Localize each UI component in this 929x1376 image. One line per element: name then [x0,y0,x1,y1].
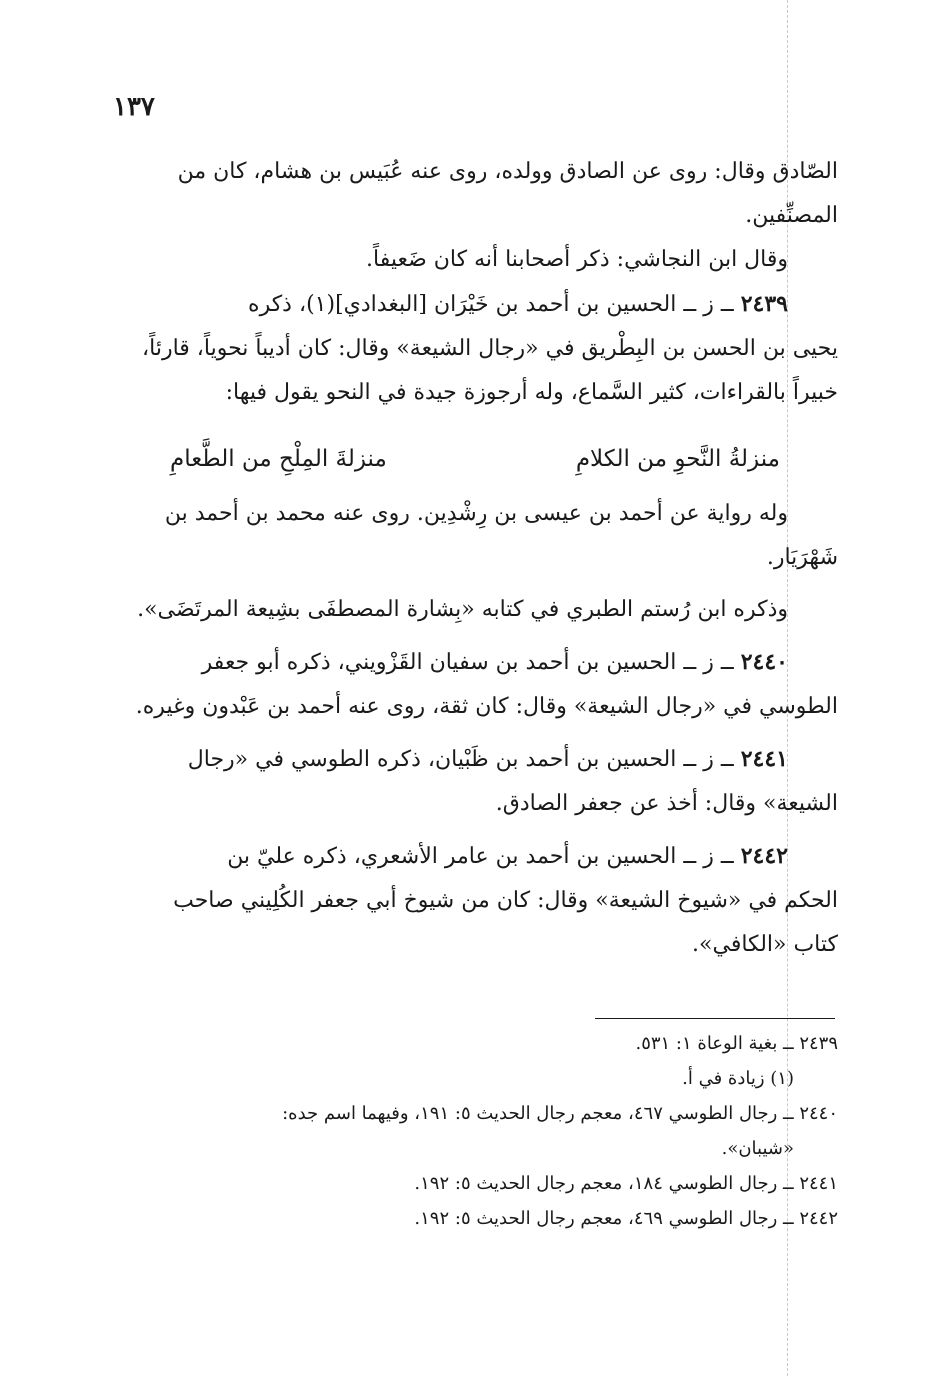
entry-2442-line [112,834,838,879]
entry-2440-line [112,640,838,685]
footnote-line: ٢٤٣٩ ــ بغية الوعاة ١: ٥٣١. [635,1033,838,1054]
entry-text: ــ ز ــ الحسين بن أحمد بن سفيان القَزْويني، ذكره أبو جعفر [201,650,741,675]
body-line: شَهْرَيَار. [766,545,838,570]
footnote-line: (١) زيادة في أ. [682,1068,794,1089]
entry-number: ٢٤٣٩ [740,291,788,317]
body-line: الطوسي في «رجال الشيعة» وقال: كان ثقة، روى عنه أحمد بن عَبْدون وغيره. [135,694,838,719]
entry-2441-line [112,737,838,782]
entry-number: ٢٤٤٢ [740,843,788,869]
verse-first-hemistich: منزلةُ النَّحوِ من الكلامِ [575,446,780,472]
entry-2439-line [112,282,838,327]
footnote-line: ٢٤٤١ ــ رجال الطوسي ١٨٤، معجم رجال الحديث ٥: ١٩٢. [414,1173,838,1194]
entry-text: ــ ز ــ الحسين بن أحمد بن ظَبْيان، ذكره الطوسي في «رجال [187,747,741,772]
footnotes [112,1026,838,1236]
entry-text: ــ ز ــ الحسين بن أحمد بن عامر الأشعري، ذكره عليّ بن [227,844,741,869]
entry-text: ــ ز ــ الحسين بن أحمد بن خَيْرَان [البغدادي](١)، ذكره [248,292,741,317]
body-line: الحكم في «شيوخ الشيعة» وقال: كان من شيوخ أبي جعفر الكُلِيني صاحب [173,888,838,913]
footnote-line: ٢٤٤٠ ــ رجال الطوسي ٤٦٧، معجم رجال الحديث ٥: ١٩١، وفيهما اسم جده: [282,1103,838,1124]
body-line: كتاب «الكافي». [692,932,838,957]
page-number: ١٣٧ [113,92,155,122]
entry-number: ٢٤٤٠ [740,649,788,675]
entry-number: ٢٤٤١ [740,746,788,772]
body-line: المصنِّفين. [745,203,838,228]
body-line: وقال ابن النجاشي: ذكر أصحابنا أنه كان ضَعيفاً. [366,247,788,272]
body-text-bottom [112,492,838,967]
footnote-divider [595,1018,835,1019]
footnote-line: «شيبان». [721,1138,794,1159]
footnote-line: ٢٤٤٢ ــ رجال الطوسي ٤٦٩، معجم رجال الحديث ٥: ١٩٢. [414,1208,838,1229]
body-line: وذكره ابن رُستم الطبري في كتابه «بِشارة المصطفَى بشِيعة المرتَضَى». [137,597,788,622]
poem-verse [170,437,780,481]
body-line: وله رواية عن أحمد بن عيسى بن رِشْدِين. روى عنه محمد بن أحمد بن [164,501,788,526]
body-line: الشيعة» وقال: أخذ عن جعفر الصادق. [495,791,838,816]
body-line: الصّادق وقال: روى عن الصادق وولده، روى عنه عُبَيس بن هشام، كان من [177,159,838,184]
body-line: يحيى بن الحسن بن البِطْريق في «رجال الشيعة» وقال: كان أديباً نحوياً، قارئاً، [142,336,838,361]
verse-second-hemistich: منزلةَ المِلْحِ من الطَّعامِ [170,446,387,472]
body-text-top [112,150,838,415]
body-line: خبيراً بالقراءات، كثير السَّماع، وله أرجوزة جيدة في النحو يقول فيها: [225,380,838,405]
